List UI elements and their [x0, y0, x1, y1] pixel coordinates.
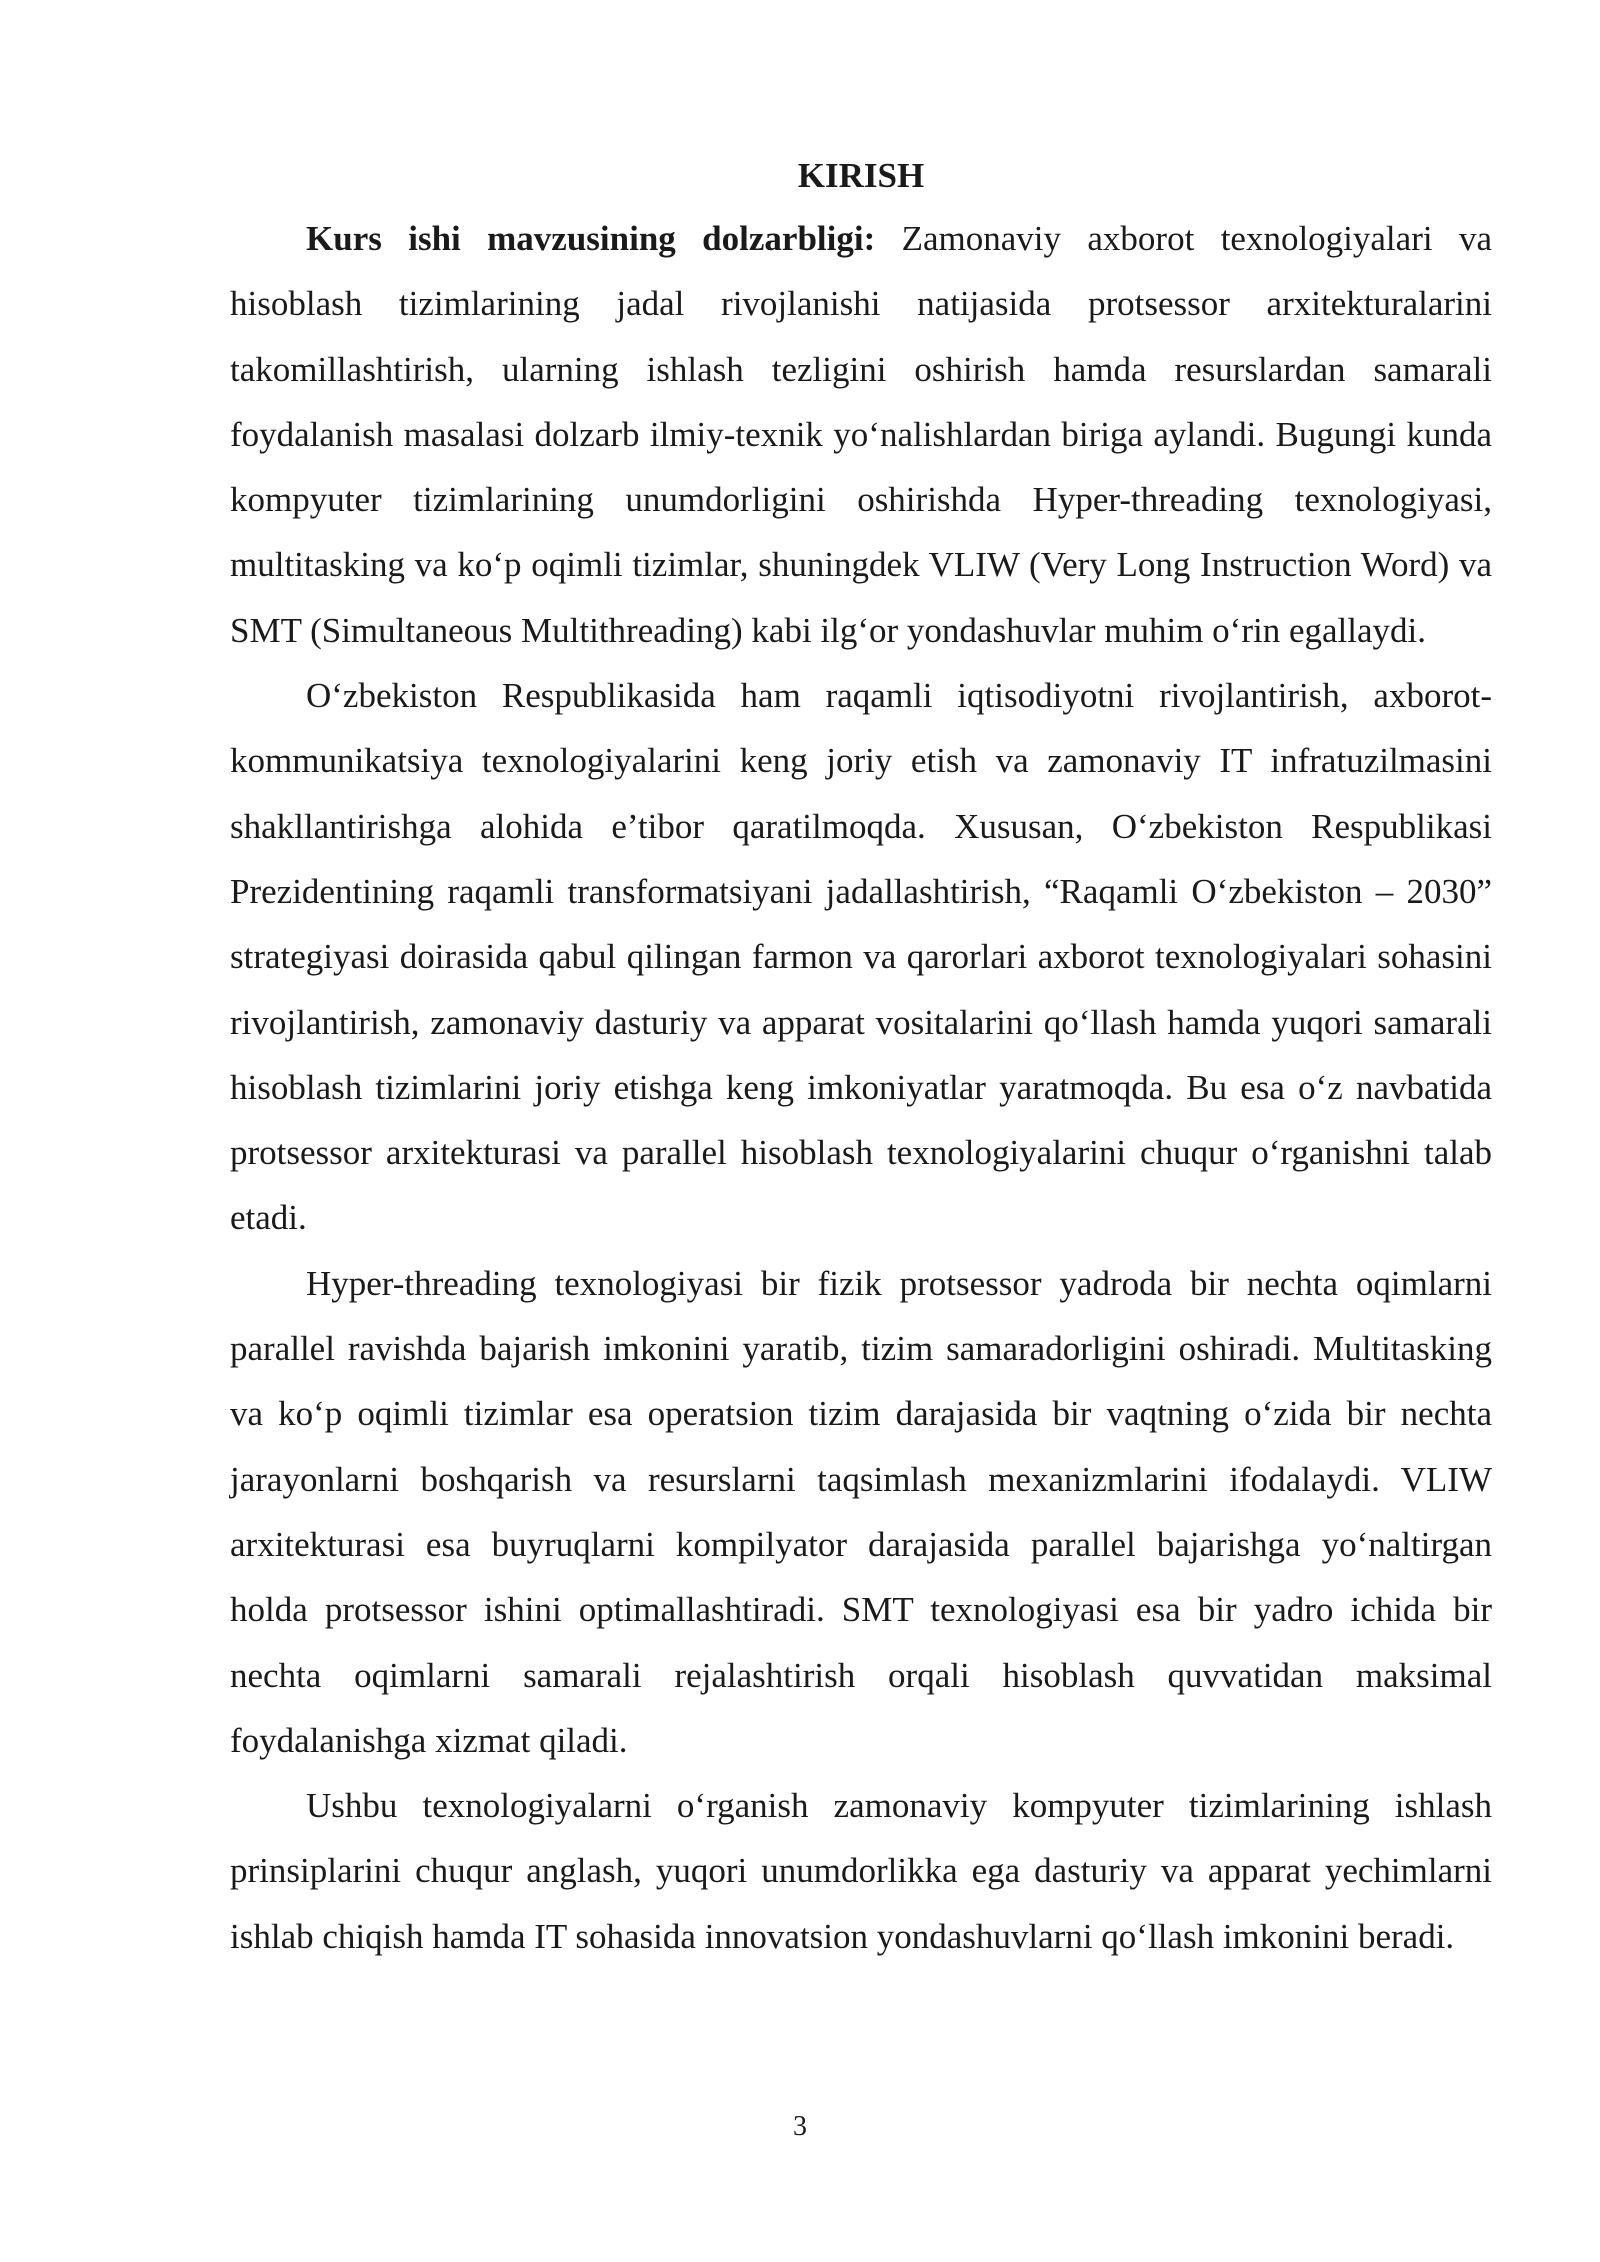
paragraph-lead: Kurs ishi mavzusining dolzarbligi:	[306, 219, 876, 258]
document-page	[230, 146, 1492, 1969]
paragraph-hyper-threading	[230, 1251, 1492, 1773]
paragraph-conclusion	[230, 1773, 1492, 1969]
paragraph-relevance	[230, 206, 1492, 663]
page-number: 3	[793, 2111, 807, 2142]
paragraph-text: O‘zbekiston Respublikasida ham raqamli iqtisodiyotni rivojlantirish, axborot-kommunikatsiya texnologiyalarini keng joriy etish va zamonaviy IT infratuzilmasini shakllantirishga alohida e’tibor qaratilmoqda. Xususan, O‘zbekiston Respublikasi Prezidentining raqamli transformatsiyani jadallashtirish, “Raqamli O‘zbekiston – 2030” strategiyasi doirasida qabul qilingan farmon va qarorlari axborot texnologiyalari sohasini rivojlantirish, zamonaviy dasturiy va apparat vositalarini qo‘llash hamda yuqori samarali hisoblash tizimlarini joriy etishga keng imkoniyatlar yaratmoqda. Bu esa o‘z navbatida protsessor arxitekturasi va parallel hisoblash texnologiyalarini chuqur o‘rganishni talab etadi.	[230, 676, 1492, 1238]
paragraph-text: Zamonaviy axborot texnologiyalari va hisoblash tizimlarining jadal rivojlanishi natijasida protsessor arxitekturalarini takomillashtirish, ularning ishlash tezligini oshirish hamda resurslardan samarali foydalanish masalasi dolzarb ilmiy-texnik yo‘nalishlardan biriga aylandi. Bugungi kunda kompyuter tizimlarining unumdorligini oshirishda Hyper-threading texnologiyasi, multitasking va ko‘p oqimli tizimlar, shuningdek VLIW (Very Long Instruction Word) va SMT (Simultaneous Multithreading) kabi ilg‘or yondashuvlar muhim o‘rin egallaydi.	[230, 219, 1492, 650]
paragraph-uzbekistan	[230, 663, 1492, 1251]
section-heading: KIRISH	[797, 156, 925, 195]
paragraph-text: Ushbu texnologiyalarni o‘rganish zamonaviy kompyuter tizimlarining ishlash prinsiplarini chuqur anglash, yuqori unumdorlikka ega dasturiy va apparat yechimlarni ishlab chiqish hamda IT sohasida innovatsion yondashuvlarni qo‘llash imkonini beradi.	[230, 1786, 1492, 1956]
paragraph-text: Hyper-threading texnologiyasi bir fizik protsessor yadroda bir nechta oqimlarni parallel ravishda bajarish imkonini yaratib, tizim samaradorligini oshiradi. Multitasking va ko‘p oqimli tizimlar esa operatsion tizim darajasida bir vaqtning o‘zida bir nechta jarayonlarni boshqarish va resurslarni taqsimlash mexanizmlarini ifodalaydi. VLIW arxitekturasi esa buyruqlarni kompilyator darajasida parallel bajarishga yo‘naltirgan holda protsessor ishini optimallashtiradi. SMT texnologiyasi esa bir yadro ichida bir nechta oqimlarni samarali rejalashtirish orqali hisoblash quvvatidan maksimal foydalanishga xizmat qiladi.	[230, 1263, 1492, 1760]
